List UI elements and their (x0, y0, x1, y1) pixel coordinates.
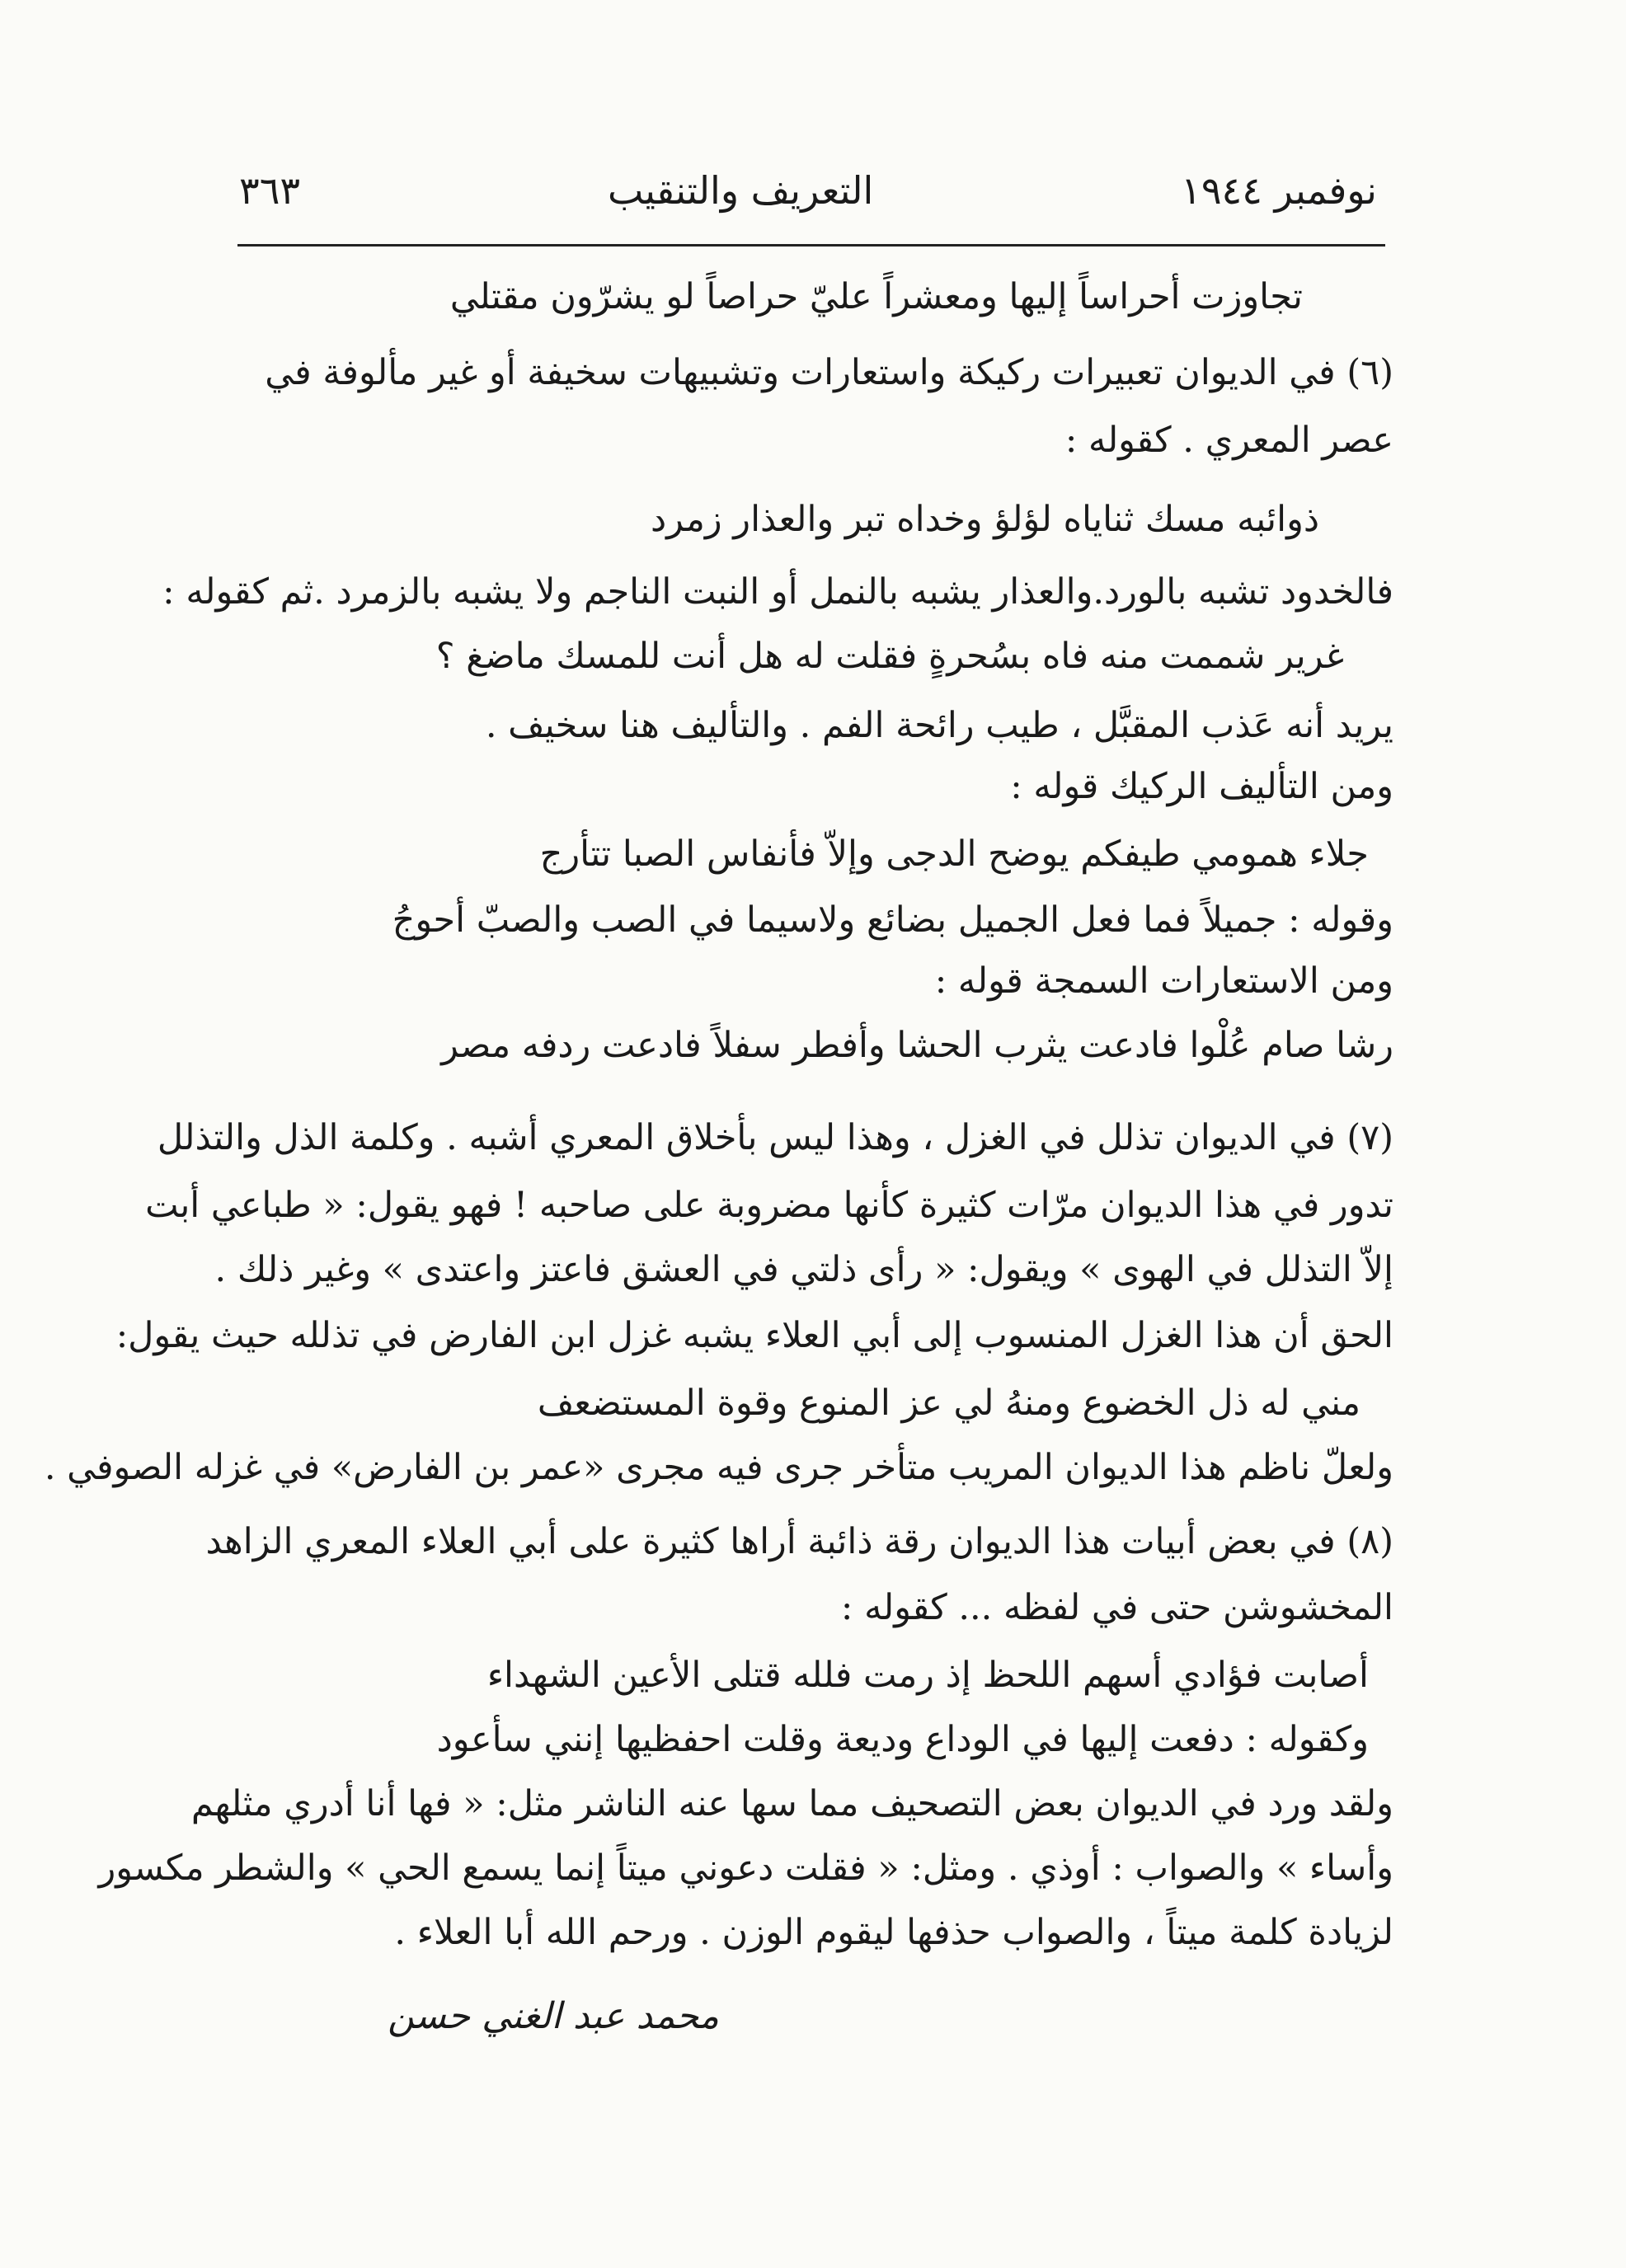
paragraph-line: (٧) في الديوان تذلل في الغزل ، وهذا ليس بأخلاق المعري أشبه . وكلمة الذل والتذلل (157, 1117, 1393, 1158)
verse-line: ذوائبه مسك ثناياه لؤلؤ وخداه تبر والعذار زمرد (650, 499, 1319, 540)
paragraph-line: ولقد ورد في الديوان بعض التصحيف مما سها عنه الناشر مثل: « فها أنا أدري مثلهم (190, 1783, 1393, 1824)
paragraph-line: إلاّ التذلل في الهوى » ويقول: « رأى ذلتي في العشق فاعتز واعتدى » وغير ذلك . (214, 1249, 1393, 1290)
paragraph-line: يريد أنه عَذب المقبَّل ، طيب رائحة الفم . والتأليف هنا سخيف . (485, 705, 1393, 746)
verse-line: وكقوله : دفعت إليها في الوداع وديعة وقلت احفظيها إنني سأعود (436, 1719, 1369, 1760)
paragraph-line: المخشوشن حتى في لفظه ... كقوله : (840, 1587, 1393, 1628)
paragraph-line: ومن الاستعارات السمجة قوله : (934, 960, 1393, 1002)
issue-date: نوفمبر ١٩٤٤ (1181, 168, 1377, 213)
verse-line: أصابت فؤادي أسهم اللحظ إذ رمت فلله قتلى الأعين الشهداء (486, 1655, 1369, 1696)
paragraph-line: ومن التأليف الركيك قوله : (1010, 766, 1393, 807)
verse-line: تجاوزت أحراساً إليها ومعشراً عليّ حراصاً لو يشرّون مقتلي (449, 276, 1303, 317)
verse-line: غرير شممت منه فاه بسُحرةٍ فقلت له هل أنت للمسك ماضغ ؟ (435, 636, 1344, 677)
section-title: التعريف والتنقيب (607, 168, 874, 213)
running-header (239, 162, 1377, 219)
verse-line: مني له ذل الخضوع ومنهُ لي عز المنوع وقوة المستضعف (537, 1383, 1360, 1424)
verse-line: وقوله : جميلاً فما فعل الجميل بضائع ولاسيما في الصب والصبّ أحوجُ (392, 899, 1393, 941)
verse-line: رشا صام عُلْوا فادعت يثرب الحشا وأفطر سفلاً فادعت ردفه مصر (441, 1025, 1393, 1066)
paragraph-line: عصر المعري . كقوله : (1064, 420, 1393, 461)
header-rule (237, 244, 1385, 247)
verse-line: جلاء همومي طيفكم يوضح الدجى وإلاّ فأنفاس الصبا تتأرج (539, 833, 1369, 875)
paragraph-line: (٦) في الديوان تعبيرات ركيكة واستعارات وتشبيهات سخيفة أو غير مألوفة في (265, 352, 1393, 393)
paragraph-line: (٨) في بعض أبيات هذا الديوان رقة ذائبة أراها كثيرة على أبي العلاء المعري الزاهد (205, 1521, 1393, 1562)
paragraph-line: لزيادة كلمة ميتاً ، والصواب حذفها ليقوم الوزن . ورحم الله أبا العلاء . (394, 1912, 1393, 1953)
paragraph-line: الحق أن هذا الغزل المنسوب إلى أبي العلاء يشبه غزل ابن الفارض في تذلله حيث يقول: (115, 1315, 1393, 1356)
paragraph-line: فالخدود تشبه بالورد.والعذار يشبه بالنمل أو النبت الناجم ولا يشبه بالزمرد .ثم كقوله : (162, 571, 1393, 613)
author-signature: محمد عبد الغني حسن (388, 1995, 719, 2037)
page-number: ٣٦٣ (239, 168, 301, 213)
paragraph-line: ولعلّ ناظم هذا الديوان المريب متأخر جرى فيه مجرى «عمر بن الفارض» في غزله الصوفي . (44, 1447, 1393, 1488)
paragraph-line: وأساء » والصواب : أوذي . ومثل: « فقلت دعوني ميتاً إنما يسمع الحي » والشطر مكسور (98, 1848, 1393, 1889)
paragraph-line: تدور في هذا الديوان مرّات كثيرة كأنها مضروبة على صاحبه ! فهو يقول: « طباعي أبت (145, 1185, 1393, 1226)
